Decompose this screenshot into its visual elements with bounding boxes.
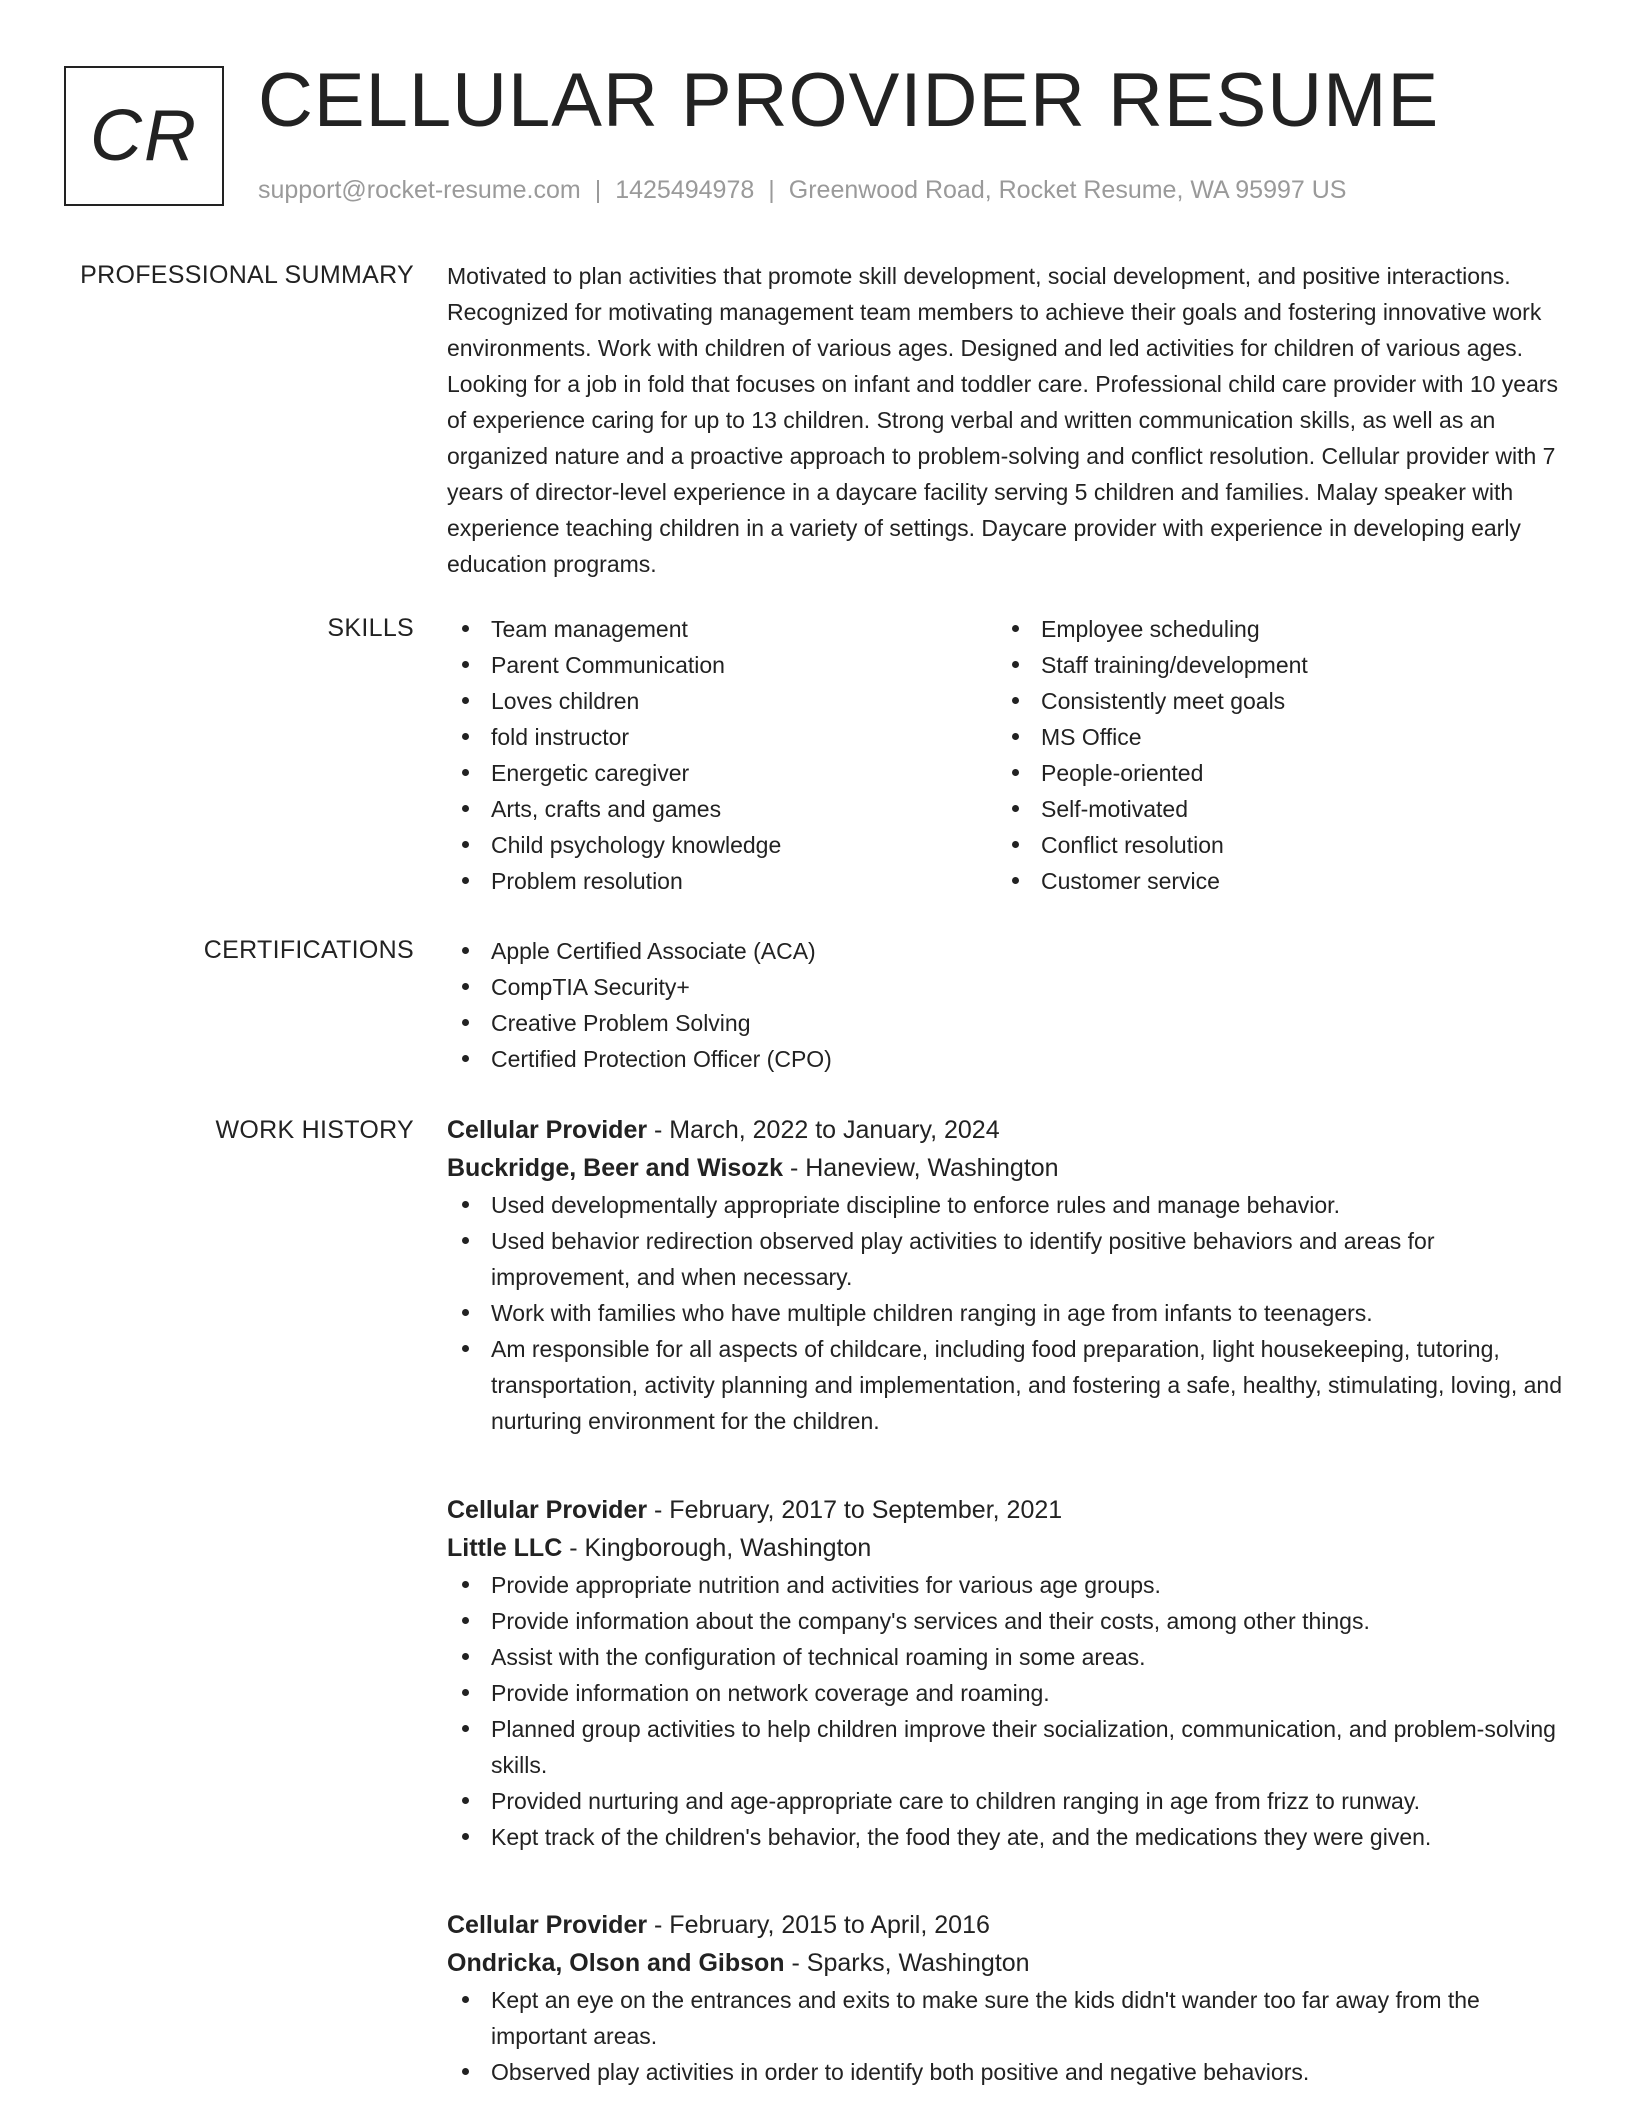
- job-title: Cellular Provider: [447, 1496, 648, 1524]
- job-location: - Haneview, Washington: [789, 1154, 1059, 1182]
- contact-line: [258, 174, 1346, 206]
- skill-item: People-oriented: [997, 755, 1537, 791]
- contact-separator: |: [768, 176, 775, 204]
- job-bullet: Kept track of the children's behavior, the food they ate, and the medications they were given.: [447, 1819, 1562, 1855]
- job-location: - Sparks, Washington: [791, 1949, 1030, 1977]
- job-bullet: Observed play activities in order to identify both positive and negative behaviors.: [447, 2054, 1562, 2090]
- monogram-initials: CR: [90, 96, 198, 176]
- job-bullet: Used behavior redirection observed play activities to identify positive behaviors and areas for improvement, and when necessary.: [447, 1223, 1562, 1295]
- skill-item: MS Office: [997, 719, 1537, 755]
- skill-item: Energetic caregiver: [447, 755, 987, 791]
- skills-section: [447, 611, 1562, 901]
- contact-phone: 1425494978: [615, 176, 755, 204]
- certification-item: Apple Certified Associate (ACA): [447, 933, 1562, 969]
- section-label-certifications: CERTIFICATIONS: [203, 936, 414, 964]
- job-bullet: Provided nurturing and age-appropriate care to children ranging in age from frizz to runway.: [447, 1783, 1562, 1819]
- job-company-line: [447, 1944, 1562, 1982]
- skill-item: Problem resolution: [447, 863, 987, 899]
- job-entry: [447, 1906, 1562, 2090]
- contact-address: Greenwood Road, Rocket Resume, WA 95997 US: [788, 176, 1347, 204]
- summary-text: Motivated to plan activities that promote skill development, social development, and positive interactions. Recognized for motivating management team members to achieve their goals and fostering innovative work environments. Work with children of various ages. Designed and led activities for children of various ages. Looking for a job in fold that focuses on infant and toddler care. Professional child care provider with 10 years of experience caring for up to 13 children. Strong verbal and written communication skills, as well as an organized nature and a proactive approach to problem-solving and conflict resolution. Cellular provider with 7 years of director-level experience in a daycare facility serving 5 children and families. Malay speaker with experience teaching children in a variety of settings. Daycare provider with experience in developing early education programs.: [447, 263, 1559, 577]
- job-bullet: Provide appropriate nutrition and activities for various age groups.: [447, 1567, 1562, 1603]
- job-company-line: [447, 1149, 1562, 1187]
- job-entry: [447, 1491, 1562, 1855]
- section-label-work-history: WORK HISTORY: [215, 1116, 414, 1144]
- job-bullet: Kept an eye on the entrances and exits to make sure the kids didn't wander too far away from the important areas.: [447, 1982, 1562, 2054]
- job-title: Cellular Provider: [447, 1116, 648, 1144]
- job-title: Cellular Provider: [447, 1911, 648, 1939]
- job-bullet: Provide information on network coverage and roaming.: [447, 1675, 1562, 1711]
- skill-item: Employee scheduling: [997, 611, 1537, 647]
- skill-item: Self-motivated: [997, 791, 1537, 827]
- certification-item: CompTIA Security+: [447, 969, 1562, 1005]
- certification-item: Creative Problem Solving: [447, 1005, 1562, 1041]
- job-location: - Kingborough, Washington: [569, 1534, 872, 1562]
- job-bullet: Used developmentally appropriate discipline to enforce rules and manage behavior.: [447, 1187, 1562, 1223]
- skill-item: Conflict resolution: [997, 827, 1537, 863]
- resume-title: CELLULAR PROVIDER RESUME: [258, 58, 1440, 143]
- job-bullets: [447, 1567, 1562, 1855]
- job-dates: - March, 2022 to January, 2024: [654, 1116, 1000, 1144]
- skills-column-right: [997, 611, 1537, 899]
- contact-separator: |: [594, 176, 602, 204]
- skill-item: Loves children: [447, 683, 987, 719]
- skill-item: Consistently meet goals: [997, 683, 1537, 719]
- job-title-line: [447, 1491, 1562, 1529]
- skill-item: Staff training/development: [997, 647, 1537, 683]
- job-bullet: Provide information about the company's services and their costs, among other things.: [447, 1603, 1562, 1639]
- skill-item: Customer service: [997, 863, 1537, 899]
- job-company: Buckridge, Beer and Wisozk: [447, 1154, 783, 1182]
- skill-item: Team management: [447, 611, 987, 647]
- skill-item: fold instructor: [447, 719, 987, 755]
- job-dates: - February, 2015 to April, 2016: [654, 1911, 990, 1939]
- skill-item: Parent Communication: [447, 647, 987, 683]
- job-company: Little LLC: [447, 1534, 563, 1562]
- job-bullet: Am responsible for all aspects of childcare, including food preparation, light housekeeping, tutoring, transportation, activity planning and implementation, and fostering a safe, healthy, stimulating, loving, and nurturing environment for the children.: [447, 1331, 1562, 1439]
- job-entry: [447, 1111, 1562, 1439]
- job-bullet: Assist with the configuration of technical roaming in some areas.: [447, 1639, 1562, 1675]
- job-company-line: [447, 1529, 1562, 1567]
- job-bullets: [447, 1982, 1562, 2090]
- job-title-line: [447, 1111, 1562, 1149]
- section-label-skills: SKILLS: [327, 614, 414, 642]
- certifications-section: [447, 933, 1562, 1077]
- skill-item: Child psychology knowledge: [447, 827, 987, 863]
- job-bullet: Planned group activities to help children improve their socialization, communication, and problem-solving skills.: [447, 1711, 1562, 1783]
- job-bullets: [447, 1187, 1562, 1439]
- job-dates: - February, 2017 to September, 2021: [654, 1496, 1063, 1524]
- monogram-logo: [64, 66, 224, 206]
- skills-column-left: [447, 611, 987, 899]
- section-label-summary: PROFESSIONAL SUMMARY: [80, 261, 414, 289]
- certification-item: Certified Protection Officer (CPO): [447, 1041, 1562, 1077]
- job-title-line: [447, 1906, 1562, 1944]
- job-company: Ondricka, Olson and Gibson: [447, 1949, 785, 1977]
- summary-section: [447, 258, 1562, 582]
- skill-item: Arts, crafts and games: [447, 791, 987, 827]
- job-bullet: Work with families who have multiple children ranging in age from infants to teenagers.: [447, 1295, 1562, 1331]
- contact-email: support@rocket-resume.com: [258, 176, 581, 204]
